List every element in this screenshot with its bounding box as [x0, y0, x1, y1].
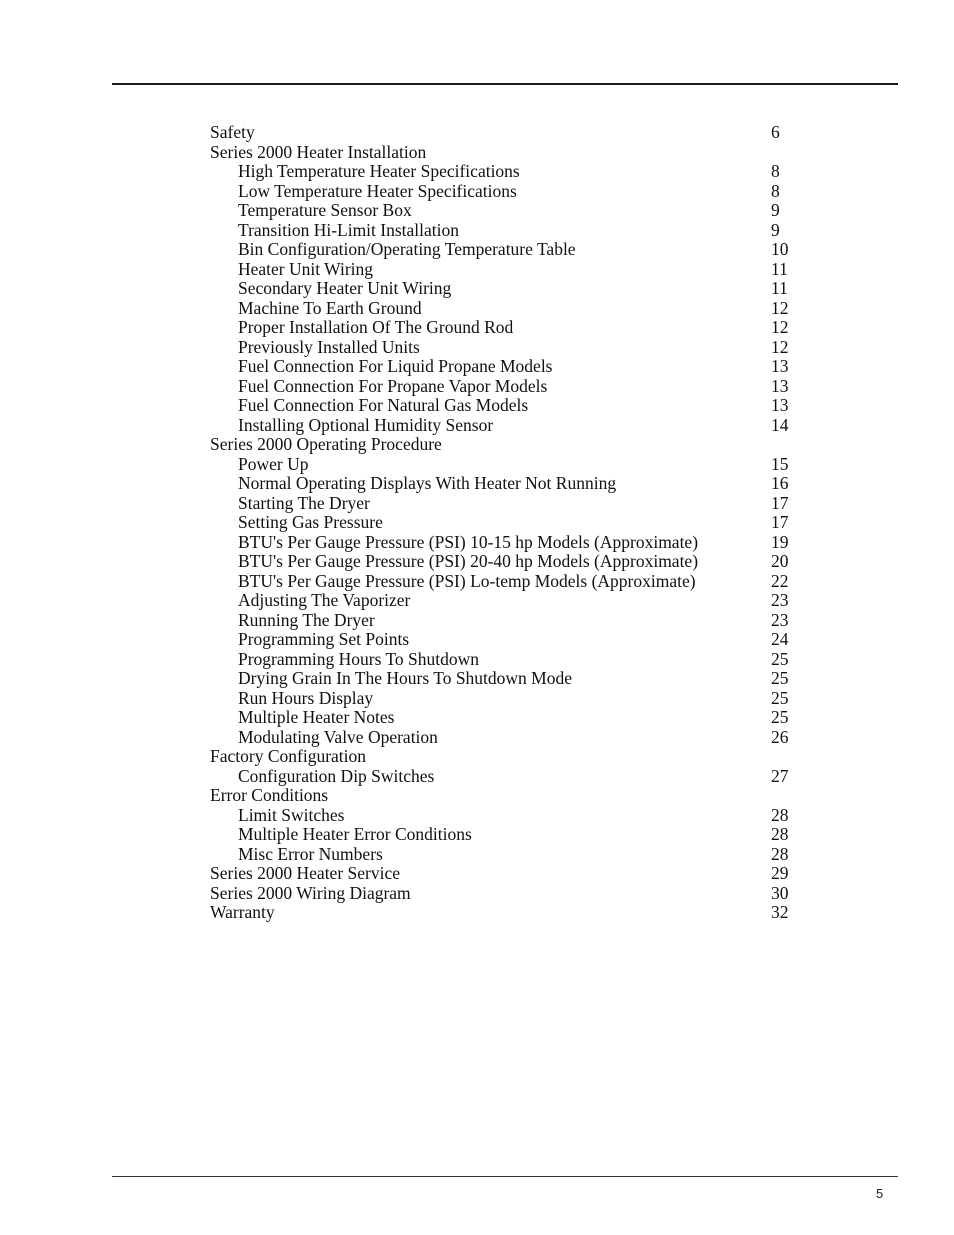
- toc-entry-page: 11: [771, 258, 788, 279]
- toc-entry-title: Multiple Heater Error Conditions: [238, 824, 472, 844]
- toc-entry-page: 29: [771, 863, 789, 883]
- toc-entry-page: 9: [771, 219, 780, 240]
- toc-entry-page: 14: [771, 414, 789, 435]
- toc-entry: [210, 650, 810, 670]
- toc-entry: [210, 416, 810, 436]
- header-rule: [112, 83, 898, 85]
- page-number: 5: [876, 1186, 884, 1201]
- toc-entry: [210, 572, 810, 592]
- toc-entry-page: 22: [771, 570, 789, 591]
- toc-entry: [210, 611, 810, 631]
- toc-entry-page: 13: [771, 375, 789, 396]
- toc-entry-title: Multiple Heater Notes: [238, 707, 395, 727]
- toc-entry: [210, 299, 810, 319]
- toc-entry-title: Limit Switches: [238, 804, 345, 825]
- toc-entry-title: Fuel Connection For Liquid Propane Models: [238, 356, 553, 376]
- toc-entry-title: Modulating Valve Operation: [238, 726, 438, 747]
- toc-entry-title: BTU's Per Gauge Pressure (PSI) 10-15 hp Models (Approximate): [238, 531, 699, 552]
- toc-entry-title: Low Temperature Heater Specifications: [238, 180, 517, 201]
- toc-entry-title: Misc Error Numbers: [238, 843, 383, 864]
- toc-entry: [210, 630, 810, 650]
- toc-entry-page: 17: [771, 492, 789, 513]
- toc-entry-page: 13: [771, 356, 789, 376]
- toc-entry: [210, 377, 810, 397]
- toc-entry-page: 11: [771, 278, 788, 298]
- toc-entry-title: Run Hours Display: [238, 687, 374, 708]
- toc-entry-page: 25: [771, 648, 789, 669]
- toc-entry: [210, 533, 810, 553]
- toc-entry-page: 32: [771, 902, 789, 922]
- toc-entry-page: 15: [771, 453, 789, 474]
- toc-section: [210, 884, 810, 904]
- toc-entry: [210, 767, 810, 787]
- toc-entry-page: 30: [771, 882, 789, 903]
- toc-entry-page: 13: [771, 395, 789, 415]
- toc-entry: [210, 260, 810, 280]
- toc-entry-page: 23: [771, 590, 789, 610]
- toc-entry-title: Proper Installation Of The Ground Rod: [238, 317, 514, 337]
- toc-entry: [210, 240, 810, 260]
- toc-entry-title: Fuel Connection For Natural Gas Models: [238, 395, 529, 415]
- toc-entry-title: Error Conditions: [210, 785, 329, 805]
- toc-entry-page: 17: [771, 512, 789, 532]
- toc-section: [210, 864, 810, 884]
- toc-section: [210, 786, 810, 806]
- toc-entry-page: 20: [771, 551, 789, 571]
- toc-entry: [210, 728, 810, 748]
- toc-section: [210, 435, 810, 455]
- toc-entry-title: Transition Hi-Limit Installation: [238, 219, 460, 240]
- toc-entry-page: 10: [771, 239, 789, 259]
- toc-entry: [210, 318, 810, 338]
- toc-entry-title: Safety: [210, 122, 255, 142]
- toc-entry: [210, 669, 810, 689]
- toc-entry-title: Power Up: [238, 453, 309, 474]
- toc-entry: [210, 201, 810, 221]
- toc-entry: [210, 689, 810, 709]
- toc-entry: [210, 357, 810, 377]
- toc-entry-title: Programming Set Points: [238, 629, 410, 649]
- toc-entry: [210, 845, 810, 865]
- toc-entry-page: 28: [771, 804, 789, 825]
- toc-entry-page: 28: [771, 843, 789, 864]
- toc-entry-page: 9: [771, 200, 780, 220]
- toc-entry: [210, 806, 810, 826]
- toc-section: [210, 143, 810, 163]
- toc-entry-title: High Temperature Heater Specifications: [238, 161, 520, 181]
- toc-entry-page: 12: [771, 336, 789, 357]
- toc-entry-title: Previously Installed Units: [238, 336, 420, 357]
- toc-entry-title: Adjusting The Vaporizer: [238, 590, 411, 610]
- toc-entry-title: Series 2000 Heater Service: [210, 863, 400, 883]
- toc-entry-page: 8: [771, 161, 780, 181]
- toc-entry-page: 25: [771, 707, 789, 727]
- toc-entry-title: Programming Hours To Shutdown: [238, 648, 480, 669]
- toc-entry: [210, 513, 810, 533]
- toc-entry-page: 16: [771, 473, 789, 493]
- footer-rule: [112, 1176, 898, 1177]
- toc-entry-title: Series 2000 Heater Installation: [210, 141, 427, 162]
- toc-entry-title: Heater Unit Wiring: [238, 258, 374, 279]
- toc-entry: [210, 474, 810, 494]
- toc-entry-title: Series 2000 Operating Procedure: [210, 434, 442, 454]
- toc-entry-page: 6: [771, 122, 780, 142]
- toc-entry-title: Series 2000 Wiring Diagram: [210, 882, 411, 903]
- toc-entry: [210, 552, 810, 572]
- toc-entry-page: 12: [771, 317, 789, 337]
- toc-entry-page: 27: [771, 765, 789, 786]
- toc-section: [210, 123, 810, 143]
- toc-entry-title: BTU's Per Gauge Pressure (PSI) 20-40 hp Models (Approximate): [238, 551, 699, 571]
- toc-entry-title: Setting Gas Pressure: [238, 512, 383, 532]
- toc-entry-title: Secondary Heater Unit Wiring: [238, 278, 452, 298]
- toc-entry: [210, 396, 810, 416]
- toc-section: [210, 747, 810, 767]
- toc-entry: [210, 162, 810, 182]
- toc-entry-title: Configuration Dip Switches: [238, 765, 435, 786]
- toc-entry: [210, 221, 810, 241]
- toc-entry-page: 25: [771, 687, 789, 708]
- toc-entry-page: 24: [771, 629, 789, 649]
- toc-entry-title: Installing Optional Humidity Sensor: [238, 414, 494, 435]
- toc-entry-page: 25: [771, 668, 789, 688]
- toc-entry-page: 12: [771, 297, 789, 318]
- toc-entry-page: 19: [771, 531, 789, 552]
- toc-entry-title: Starting The Dryer: [238, 492, 370, 513]
- toc-entry: [210, 455, 810, 475]
- toc-entry: [210, 338, 810, 358]
- toc-entry-title: Factory Configuration: [210, 746, 367, 766]
- toc-entry-title: Normal Operating Displays With Heater Not Running: [238, 473, 617, 493]
- toc-entry: [210, 825, 810, 845]
- toc-entry-page: 8: [771, 180, 780, 201]
- toc-entry-title: Temperature Sensor Box: [238, 200, 412, 220]
- toc-entry: [210, 591, 810, 611]
- toc-entry-title: BTU's Per Gauge Pressure (PSI) Lo-temp Models (Approximate): [238, 570, 696, 591]
- table-of-contents: [210, 123, 810, 923]
- toc-entry-title: Warranty: [210, 902, 275, 922]
- toc-section: [210, 903, 810, 923]
- toc-entry-title: Machine To Earth Ground: [238, 297, 422, 318]
- toc-entry: [210, 708, 810, 728]
- toc-entry-title: Running The Dryer: [238, 609, 375, 630]
- toc-entry: [210, 279, 810, 299]
- toc-entry-title: Fuel Connection For Propane Vapor Models: [238, 375, 548, 396]
- toc-entry-page: 26: [771, 726, 789, 747]
- toc-entry-title: Drying Grain In The Hours To Shutdown Mode: [238, 668, 573, 688]
- toc-entry: [210, 182, 810, 202]
- toc-entry-title: Bin Configuration/Operating Temperature Table: [238, 239, 576, 259]
- toc-entry: [210, 494, 810, 514]
- toc-entry-page: 23: [771, 609, 789, 630]
- toc-entry-page: 28: [771, 824, 789, 844]
